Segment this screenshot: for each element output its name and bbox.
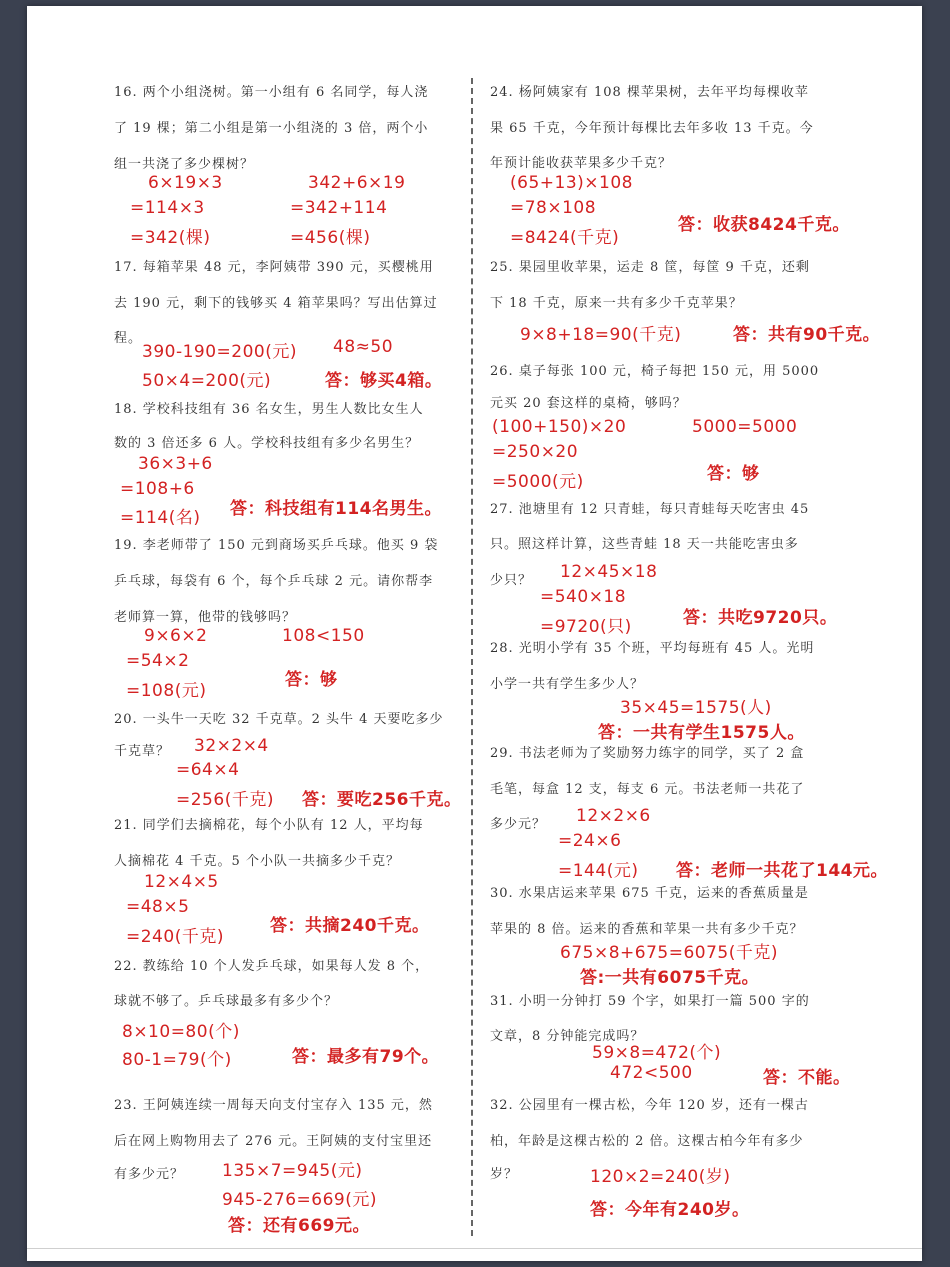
problem-20-solution: =256(千克): [176, 790, 274, 810]
problem-23-text: 23. 王阿姨连续一周每天向支付宝存入 135 元，然: [114, 1098, 433, 1113]
problem-26-compare: 5000=5000: [692, 417, 798, 437]
problem-27-text: 27. 池塘里有 12 只青蛙，每只青蛙每天吃害虫 45: [490, 502, 810, 517]
problem-25-text: 25. 果园里收苹果，运走 8 筐，每筐 9 千克，还剩: [490, 260, 810, 275]
problem-18-text: 18. 学校科技组有 36 名女生，男生人数比女生人: [114, 402, 424, 417]
problem-28-text: 28. 光明小学有 35 个班，平均每班有 45 人。光明: [490, 641, 815, 656]
problem-23-text: 有多少元？: [114, 1167, 185, 1182]
problem-18-solution: 36×3+6: [138, 454, 213, 474]
problem-24-solution: (65+13)×108: [510, 173, 633, 193]
problem-31-text: 文章，8 分钟能完成吗？: [490, 1029, 645, 1044]
problem-32-solution: 120×2=240(岁): [590, 1167, 731, 1187]
problem-26-text: 元买 20 套这样的桌椅，够吗？: [490, 396, 687, 411]
problem-16-solution: =342+114: [290, 198, 388, 218]
problem-31-answer: 答：不能。: [763, 1068, 851, 1088]
problem-18-solution: =108+6: [120, 479, 195, 499]
problem-16-text: 16. 两个小组浇树。第一小组有 6 名同学，每人浇: [114, 85, 429, 100]
problem-32-answer: 答：今年有240岁。: [590, 1200, 750, 1220]
problem-28-answer: 答：一共有学生1575人。: [598, 723, 805, 743]
problem-23-answer: 答：还有669元。: [228, 1216, 370, 1236]
problem-17-solution: 50×4=200(元): [142, 371, 272, 391]
problem-30-answer: 答:一共有6075千克。: [580, 968, 760, 988]
problem-16-solution: =114×3: [130, 198, 205, 218]
problem-22-text: 球就不够了。乒乓球最多有多少个？: [114, 994, 339, 1009]
problem-21-solution: 12×4×5: [144, 872, 219, 892]
problem-24-answer: 答：收获8424千克。: [678, 215, 850, 235]
problem-17-text: 去 190 元，剩下的钱够买 4 箱苹果吗？写出估算过: [114, 296, 438, 311]
problem-24-text: 果 65 千克，今年预计每棵比去年多收 13 千克。今: [490, 121, 814, 136]
problem-16-solution: 6×19×3: [148, 173, 223, 193]
problem-25-solution: 9×8+18=90(千克): [520, 325, 682, 345]
problem-24-text: 年预计能收获苹果多少千克？: [490, 156, 673, 171]
problem-29-text: 毛笔，每盒 12 支，每支 6 元。书法老师一共花了: [490, 782, 805, 797]
problem-22-solution: 8×10=80(个): [122, 1022, 240, 1042]
problem-29-solution: 12×2×6: [576, 806, 651, 826]
problem-27-text: 只。照这样计算，这些青蛙 18 天一共能吃害虫多: [490, 537, 799, 552]
problem-24-text: 24. 杨阿姨家有 108 棵苹果树，去年平均每棵收苹: [490, 85, 809, 100]
problem-23-solution: 135×7=945(元): [222, 1161, 363, 1181]
problem-17-text: 17. 每箱苹果 48 元，李阿姨带 390 元，买樱桃用: [114, 260, 434, 275]
problem-16-solution: 342+6×19: [308, 173, 406, 193]
problem-30-text: 30. 水果店运来苹果 675 千克，运来的香蕉质量是: [490, 886, 809, 901]
problem-21-text: 21. 同学们去摘棉花，每个小队有 12 人，平均每: [114, 818, 424, 833]
problem-29-solution: =24×6: [558, 831, 622, 851]
problem-16-solution: =456(棵): [290, 228, 371, 248]
problem-26-solution: (100+150)×20: [492, 417, 627, 437]
problem-31-solution: 59×8=472(个): [592, 1043, 722, 1063]
problem-23-text: 后在网上购物用去了 276 元。王阿姨的支付宝里还: [114, 1134, 433, 1149]
problem-27-answer: 答：共吃9720只。: [683, 608, 838, 628]
problem-22-text: 22. 教练给 10 个人发乒乓球，如果每人发 8 个，: [114, 959, 430, 974]
problem-23-solution: 945-276=669(元): [222, 1190, 377, 1210]
problem-29-text: 多少元？: [490, 817, 547, 832]
problem-22-answer: 答：最多有79个。: [292, 1047, 440, 1067]
problem-27-solution: 12×45×18: [560, 562, 658, 582]
problem-19-solution: 9×6×2: [144, 626, 208, 646]
problem-27-solution: =540×18: [540, 587, 627, 607]
problem-16-text: 组一共浇了多少棵树？: [114, 157, 255, 172]
problem-31-solution: 472<500: [610, 1063, 693, 1083]
problem-21-answer: 答：共摘240千克。: [270, 916, 430, 936]
problem-31-text: 31. 小明一分钟打 59 个字，如果打一篇 500 字的: [490, 994, 810, 1009]
problem-17-answer: 答：够买4箱。: [325, 371, 443, 391]
problem-30-text: 苹果的 8 倍。运来的香蕉和苹果一共有多少千克？: [490, 922, 804, 937]
problem-19-text: 乒乓球，每袋有 6 个，每个乒乓球 2 元。请你帮李: [114, 574, 434, 589]
problem-20-solution: =64×4: [176, 760, 240, 780]
page-bottom-rule: [27, 1248, 922, 1249]
problem-20-text: 20. 一头牛一天吃 32 千克草。2 头牛 4 天要吃多少: [114, 712, 444, 727]
problem-21-solution: =240(千克): [126, 927, 224, 947]
problem-19-text: 老师算一算，他带的钱够吗？: [114, 610, 297, 625]
problem-29-answer: 答：老师一共花了144元。: [676, 861, 888, 881]
problem-28-text: 小学一共有学生多少人？: [490, 677, 645, 692]
problem-24-solution: =8424(千克): [510, 228, 620, 248]
problem-20-text: 千克草？: [114, 744, 171, 759]
problem-26-text: 26. 桌子每张 100 元，椅子每把 150 元，用 5000: [490, 364, 820, 379]
problem-19-answer: 答：够: [285, 670, 338, 690]
problem-30-solution: 675×8+675=6075(千克): [560, 943, 778, 963]
problem-27-solution: =9720(只): [540, 617, 632, 637]
problem-17-solution: 390-190=200(元): [142, 342, 297, 362]
problem-22-solution: 80-1=79(个): [122, 1050, 232, 1070]
problem-20-solution: 32×2×4: [194, 736, 269, 756]
problem-26-solution: =5000(元): [492, 472, 584, 492]
column-divider: [471, 78, 473, 1236]
problem-32-text: 岁？: [490, 1167, 519, 1182]
problem-18-answer: 答：科技组有114名男生。: [230, 499, 442, 519]
problem-17-estimate: 48≈50: [333, 337, 394, 357]
problem-25-text: 下 18 千克，原来一共有多少千克苹果？: [490, 296, 743, 311]
problem-16-text: 了 19 棵；第二小组是第一小组浇的 3 倍，两个小: [114, 121, 429, 136]
problem-32-text: 32. 公园里有一棵古松，今年 120 岁，还有一棵古: [490, 1098, 809, 1113]
problem-19-text: 19. 李老师带了 150 元到商场买乒乓球。他买 9 袋: [114, 538, 439, 553]
problem-19-compare: 108<150: [282, 626, 365, 646]
problem-32-text: 柏，年龄是这棵古松的 2 倍。这棵古柏今年有多少: [490, 1134, 804, 1149]
problem-19-solution: =108(元): [126, 681, 207, 701]
problem-25-answer: 答：共有90千克。: [733, 325, 881, 345]
problem-26-solution: =250×20: [492, 442, 579, 462]
problem-18-solution: =114(名): [120, 508, 201, 528]
problem-18-text: 数的 3 倍还多 6 人。学校科技组有多少名男生？: [114, 436, 420, 451]
problem-21-solution: =48×5: [126, 897, 190, 917]
problem-20-answer: 答：要吃256千克。: [302, 790, 462, 810]
problem-28-solution: 35×45=1575(人): [620, 698, 772, 718]
problem-21-text: 人摘棉花 4 千克。5 个小队一共摘多少千克？: [114, 854, 400, 869]
problem-26-answer: 答：够: [707, 464, 760, 484]
problem-24-solution: =78×108: [510, 198, 597, 218]
problem-16-solution: =342(棵): [130, 228, 211, 248]
problem-17-text: 程。: [114, 331, 143, 346]
problem-27-text: 少只？: [490, 573, 533, 588]
problem-19-solution: =54×2: [126, 651, 190, 671]
problem-29-solution: =144(元): [558, 861, 639, 881]
problem-29-text: 29. 书法老师为了奖励努力练字的同学，买了 2 盒: [490, 746, 805, 761]
